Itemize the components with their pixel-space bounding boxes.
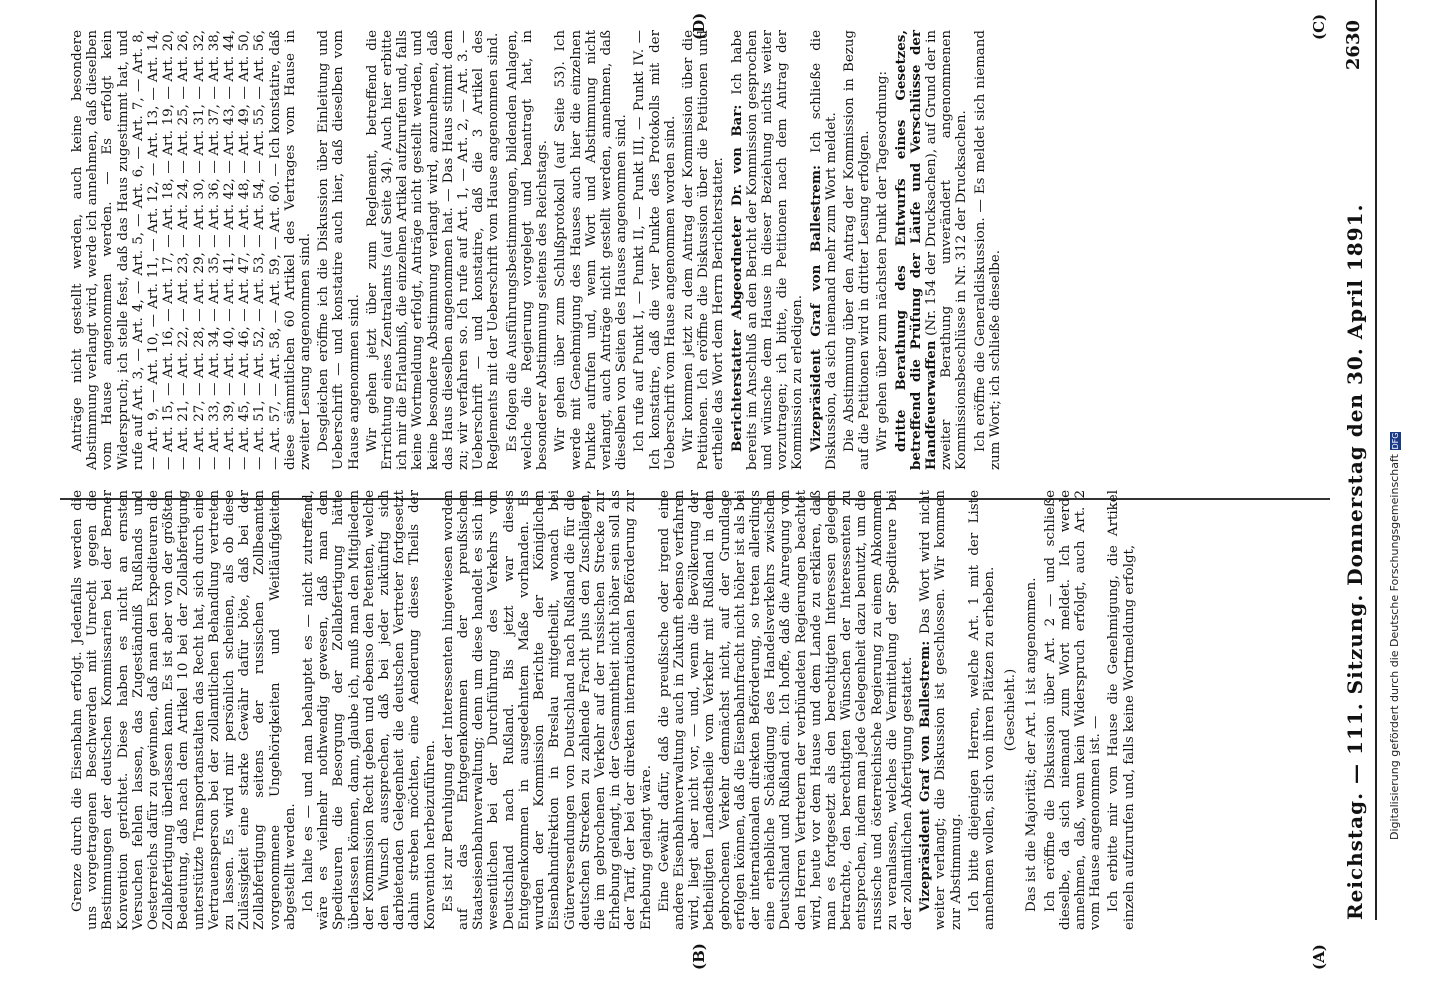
paragraph: Ich erbitte mir vom Hause die Genehmigung, die Artikel einzeln aufzurufen und, falls keine Wortmeldung erfolgt,: [1106, 490, 1137, 930]
stage-direction: (Geschieht.): [1003, 668, 1019, 752]
paragraph: Grenze durch die Eisenbahn erfolgt. Jedenfalls werden die uns vorgetragenen Beschwerden mit Unrecht gegen die Bestimmungen der deutschen Kommissarien bei der Berner Konvention gerichtet. Diese haben es nicht an ernsten Versuchen fehlen lassen, das Zugeständniß Rußlands und Oesterreichs dafür zu gewinnen, daß man den Expediteuren die Zollabfertigung überlassen kann. Es ist aber von der größten Bedeutung, daß nach dem Artikel 10 bei der Zollabfertigung unterstützte Transportanstalten das Recht hat, sich durch eine Vertrauensperson bei der zollamtlichen Behandlung vertreten zu lassen. Es wird mir persönlich scheinen, als ob diese Zulässigkeit eine starke Gewähr dafür böte, daß bei der Zollabfertigung seitens der russischen Zollbeamten vorgenommene Ungehörigkeiten und Weitläufigkeiten abgestellt werden.: [70, 490, 298, 930]
right-column: [70, 30, 1006, 470]
speech-paragraph: [730, 30, 806, 470]
footer-text: Digitalisierung gefördert durch die Deutsche Forschungsgemeinschaft: [1388, 454, 1401, 840]
paragraph: Wir gehen über zum nächsten Punkt der Tagesordnung:: [875, 71, 891, 452]
paragraph: Ich bitte diejenigen Herren, welche Art. 1 mit der Liste annehmen wollen, sich von ihren Plätzen zu erheben.: [966, 490, 997, 930]
speaker-name: Berichterstatter Abgeordneter Dr. von Bar:: [728, 104, 745, 452]
agenda-text: (Nr. 154 der Drucksachen), auf Grund der in zweiter Berathung unverändert angenommenen Kommissionsbeschlüsse in Nr. 312 der Drucksachen.: [923, 30, 970, 470]
paragraph: Wir gehen jetzt über zum Reglement, betreffend die Errichtung eines Zentralamts (auf Seite 34). Auch hier erbitte ich mir die Erlaubniß, die einzelnen Artikel aufzurufen und, falls keine Wortmeldung erfolgt, Anträge nicht gestellt werden, und keine besondere Abstimmung verlangt wird, anzunehmen, daß das Haus dieselben angenommen hat. — Das Haus stimmt dem zu; wir verfahren so. Ich rufe auf Art. 1, — Art. 2, — Art. 3. — Ueberschrift — und konstatire, daß die 3 Artikel des Reglements mit der Ueberschrift vom Hause angenommen sind.: [364, 30, 502, 470]
paragraph: Das ist die Majorität; der Art. 1 ist angenommen.: [1024, 577, 1040, 912]
page-number: 2630: [1343, 20, 1364, 71]
speech-paragraph: [918, 490, 964, 930]
left-column: [70, 490, 1140, 930]
agenda-item: [894, 30, 970, 470]
paragraph: Ich eröffne die Diskussion über Art. 2 — und schließe dieselbe, da sich niemand zum Wort meldet. Ich werde annehmen, daß, wenn kein Widerspruch erfolgt, auch Art. 2 vom Hause angenommen ist. —: [1042, 490, 1104, 930]
paragraph: Es ist zur Beruhigung der Interessenten hingewiesen worden auf das Entgegenkommen der preußischen Staatseisenbahnverwaltung; denn um diese handelt es sich im wesentlichen bei der Durchführung des Verkehrs von Deutschland nach Rußland. Bis jetzt war dieses Entgegenkommen in ausgedehntem Maße vorhanden. Es wurden der Kommission Berichte der Königlichen Eisenbahndirektion in Breslau mitgetheilt, wonach bei Güterversendungen von Deutschland nach Rußland die für die deutschen Strecken zu zahlende Fracht plus den Zuschlägen, die im gebrochenen Verkehr auf der russischen Strecke zur Erhebung gelangt, in der Gesammtheit nicht höher sein soll als der Tarif, der bei der direkten internationalen Beförderung zur Erhebung gelangt wäre.: [440, 490, 654, 930]
page-header: [1335, 0, 1377, 920]
paragraph: Es folgen die Ausführungsbestimmungen, bildenden Anlagen, welche die Regierung vorgelegt und beantragt hat, in besonderer Abstimmung seitens des Reichstags.: [504, 30, 551, 470]
agenda-title: dritte Berathung des Entwurfs eines Gesetzes, betreffend die Prüfung der Läufe und Verschlüsse der Handfeuerwaffen: [892, 30, 939, 470]
marker-b: (B): [690, 943, 708, 970]
speech-text: Ich schließe die Diskussion, da sich niemand mehr zum Wort meldet.: [808, 29, 839, 470]
paragraph: Eine Gewähr dafür, daß die preußische oder irgend eine andere Eisenbahnverwaltung auch in Zukunft ebenso verfahren wird, liegt aber nicht vor, — und, wenn die Bevölkerung der betheiligten Landestheile vom Verkehr mit Rußland in dem gebrochenen Verkehr demnächst nicht, auf der Grundlage erfolgen können, daß die Eisenbahnfracht nicht höher ist als bei der internationalen direkten Beförderung, so treten allerdings eine erhebliche Schädigung des Handelsverkehrs zwischen Deutschland und Rußland ein. Ich hoffe, daß die Anregung von den Herren Vertretern der verbündeten Regierungen beachtet wird, heute vor dem Hause und dem Lande zu erklären, daß man es fortgesetzt als den berechtigten Interessen gelegen betrachte, den berechtigten Wünschen der Interessenten zu entsprechen, indem man jede Gelegenheit dazu benutzt, um die russische und österreichische Regierung zu einem Abkommen zu veranlassen, welches die Vermittelung der Spediteure bei der zollamtlichen Abfertigung gestattet.: [656, 490, 915, 930]
speech-paragraph: [809, 30, 839, 470]
paragraph: Ich eröffne die Generaldiskussion. — Es meldet sich niemand zum Wort; ich schließe dieselbe.: [972, 30, 1003, 470]
paragraph: Ich halte es — und man behauptet es — nicht zutreffend, wäre es vielmehr nothwendig gewesen, daß man den Spediteuren die Besorgung der Zollabfertigung hätte überlassen können, dann, glaube ich, muß man den Mitgliedern der Kommission Recht geben und ebenso den Petenten, welche den Wunsch aussprechen, daß bei jeder zukünftig sich darbietenden Gelegenheit die deutschen Vertreter fortgesetzt dahin streben möchten, eine Aenderung dieses Theils der Konvention herbeizuführen.: [301, 490, 438, 930]
paragraph: Wir gehen über zum Schlußprotokoll (auf Seite 53). Ich werde mit Genehmigung des Hauses auch hier die einzelnen Punkte aufrufen und, wenn Wort und Abstimmung nicht verlangt, auch Anträge nicht gestellt werden, annehmen, daß dieselben von Seiten des Hauses angenommen sind.: [553, 30, 630, 470]
marker-a: (A): [1310, 944, 1328, 970]
speech-text: Ich habe bereits im Anschluß an den Bericht der Kommission gesprochen und wünsche dem Hause in dieser Beziehung nichts weiter vorzutragen; ich bitte, die Petitionen nach dem Antrag der Kommission zu erledigen.: [729, 30, 806, 470]
page-header-title: Reichstag. — 111. Sitzung. Donnerstag den 30. April 1891.: [1343, 203, 1367, 920]
paragraph: Die Abstimmung über den Antrag der Kommission in Bezug auf die Petitionen wird in dritter Lesung erfolgen.: [841, 30, 873, 470]
digitization-credit: [1388, 432, 1401, 840]
paragraph: Desgleichen eröffne ich die Diskussion über Einleitung und Ueberschrift — und konstatire auch hier, daß dieselben vom Hause angenommen sind.: [316, 30, 362, 470]
paragraph: Ich rufe auf Punkt I, — Punkt II, — Punkt III, — Punkt IV. — Ich konstatire, daß die vier Punkte des Protokolls mit der Ueberschrift vom Hause angenommen worden sind.: [632, 30, 678, 470]
marker-c: (C): [1310, 13, 1328, 40]
speaker-name: Vizepräsident Graf von Ballestrem:: [807, 164, 824, 452]
speech-text: Das Wort wird nicht weiter verlangt; die Diskussion ist geschlossen. Wir kommen zur Abstimmung.: [918, 490, 964, 930]
marker-d: (D): [690, 12, 708, 40]
paragraph: Wir kommen jetzt zu dem Antrag der Kommission über die Petitionen. Ich eröffne die Diskussion über die Petitionen und ertheile das Wort dem Herrn Berichterstatter.: [680, 30, 727, 470]
dfg-logo-icon: DFG: [1390, 432, 1400, 450]
speaker-name: Vizepräsident Graf von Ballestrem:: [917, 640, 934, 912]
paragraph: Anträge nicht gestellt werden, auch keine besondere Abstimmung verlangt wird, werde ich annehmen, daß dieselben vom Hause angenommen werden. — Es erfolgt kein Widerspruch; ich stelle fest, daß das Haus zugestimmt hat, und rufe auf Art. 3, — Art. 4, — Art. 5, — Art. 6, — Art. 7, — Art. 8, — Art. 9, — Art. 10, — Art. 11, — Art. 12, — Art. 13, — Art. 14, — Art. 15, — Art. 16, — Art. 17, — Art. 18, — Art. 19, — Art. 20, — Art. 21, — Art. 22, — Art. 23, — Art. 24, — Art. 25, — Art. 26, — Art. 27, — Art. 28, — Art. 29, — Art. 30, — Art. 31, — Art. 32, — Art. 33, — Art. 34, — Art. 35, — Art. 36, — Art. 37, — Art. 38, — Art. 39, — Art. 40, — Art. 41, — Art. 42, — Art. 43, — Art. 44, — Art. 45, — Art. 46, — Art. 47, — Art. 48, — Art. 49, — Art. 50, — Art. 51, — Art. 52, — Art. 53, — Art. 54, — Art. 55, — Art. 56, — Art. 57, — Art. 58, — Art. 59, — Art. 60. — Ich konstatire, daß diese sämmtlichen 60 Artikel des Vertrages vom Hause in zweiter Lesung angenommen sind.: [70, 30, 314, 470]
